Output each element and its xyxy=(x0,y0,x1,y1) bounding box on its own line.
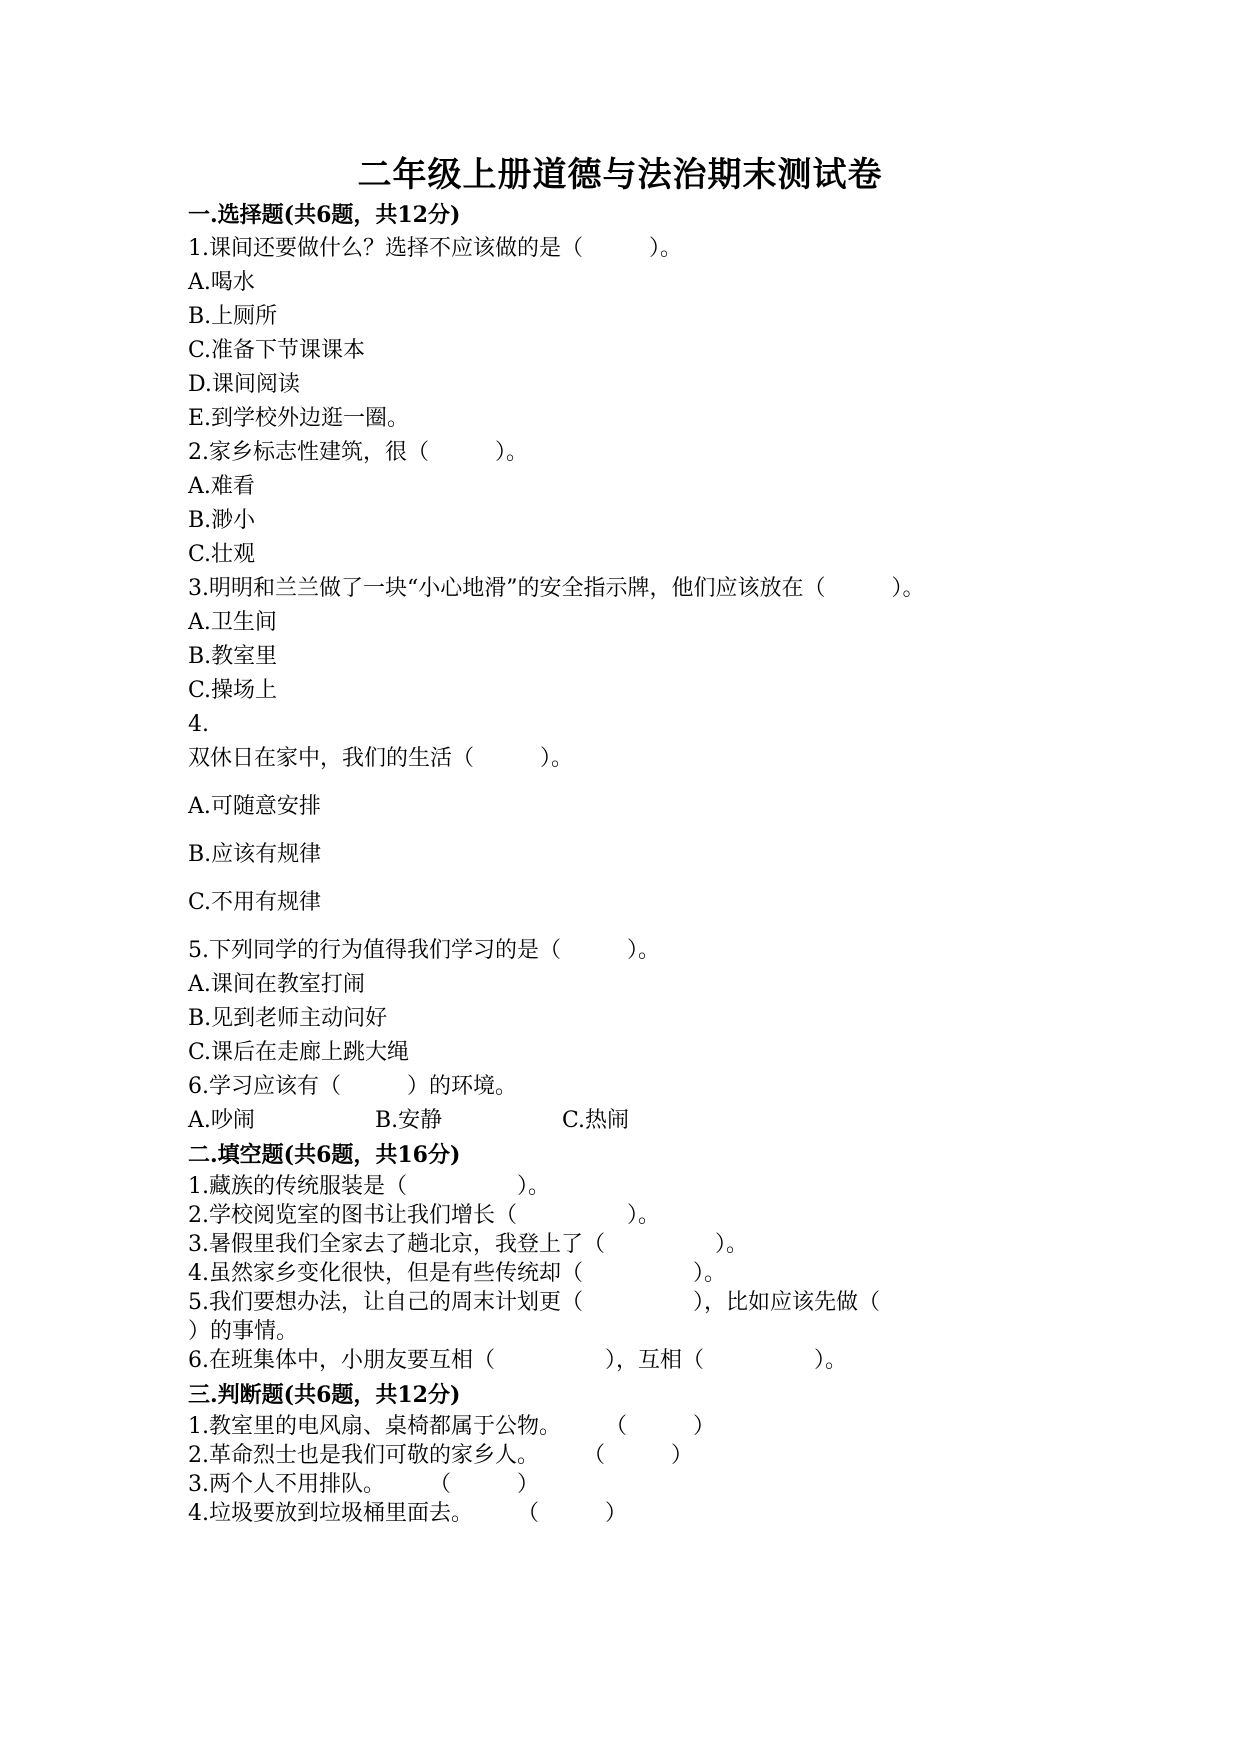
option: C.课后在走廊上跳大绳 xyxy=(188,1040,410,1065)
option: B.见到老师主动问好 xyxy=(188,1006,388,1031)
judge-item: 1.教室里的电风扇、桌椅都属于公物。 （ ） xyxy=(188,1414,715,1439)
exam-title: 二年级上册道德与法治期末测试卷 xyxy=(357,155,883,195)
option: E.到学校外边逛一圈。 xyxy=(188,406,410,431)
question-stem: 5.下列同学的行为值得我们学习的是（ ）。 xyxy=(188,938,660,963)
option: B.安静 xyxy=(375,1108,443,1133)
fill-item: 4.虽然家乡变化很快，但是有些传统却（ ）。 xyxy=(188,1261,726,1286)
option: B.上厕所 xyxy=(188,304,278,329)
judge-item: 3.两个人不用排队。 （ ） xyxy=(188,1472,539,1497)
fill-item-continued: ）的事情。 xyxy=(188,1319,299,1344)
option: A.课间在教室打闹 xyxy=(188,972,365,997)
question-stem: 双休日在家中，我们的生活（ ）。 xyxy=(188,746,574,771)
option-row xyxy=(188,1106,988,1136)
option: C.壮观 xyxy=(188,542,256,567)
option: A.难看 xyxy=(188,474,255,499)
option: A.卫生间 xyxy=(188,610,277,635)
section-heading-fill: 二.填空题(共6题，共16分) xyxy=(188,1142,461,1168)
option: A.吵闹 xyxy=(188,1108,255,1133)
fill-item: 2.学校阅览室的图书让我们增长（ ）。 xyxy=(188,1203,660,1228)
option: A.可随意安排 xyxy=(188,794,321,819)
question-stem: 3.明明和兰兰做了一块“小心地滑”的安全指示牌，他们应该放在（ ）。 xyxy=(188,576,925,601)
question-stem: 1.课间还要做什么？选择不应该做的是（ ）。 xyxy=(188,236,682,261)
option: B.应该有规律 xyxy=(188,842,322,867)
option: C.不用有规律 xyxy=(188,890,322,915)
section-heading-judge: 三.判断题(共6题，共12分) xyxy=(188,1382,461,1408)
judge-item: 2.革命烈士也是我们可敬的家乡人。 （ ） xyxy=(188,1443,693,1468)
question-stem: 2.家乡标志性建筑，很（ ）。 xyxy=(188,440,528,465)
question-stem: 6.学习应该有（ ）的环境。 xyxy=(188,1074,517,1099)
fill-item: 1.藏族的传统服装是（ ）。 xyxy=(188,1174,550,1199)
fill-item: 6.在班集体中，小朋友要互相（ ），互相（ ）。 xyxy=(188,1348,847,1373)
option: B.渺小 xyxy=(188,508,256,533)
fill-item: 5.我们要想办法，让自己的周末计划更（ ），比如应该先做（ xyxy=(188,1290,880,1315)
option: B.教室里 xyxy=(188,644,278,669)
option: C.热闹 xyxy=(562,1108,630,1133)
fill-item: 3.暑假里我们全家去了趟北京，我登上了（ ）。 xyxy=(188,1232,748,1257)
section-heading-choice: 一.选择题(共6题，共12分) xyxy=(188,202,461,228)
question-number: 4. xyxy=(188,712,209,737)
judge-item: 4.垃圾要放到垃圾桶里面去。 （ ） xyxy=(188,1501,627,1526)
option: C.准备下节课课本 xyxy=(188,338,366,363)
option: C.操场上 xyxy=(188,678,278,703)
option: A.喝水 xyxy=(188,270,255,295)
option: D.课间阅读 xyxy=(188,372,300,397)
